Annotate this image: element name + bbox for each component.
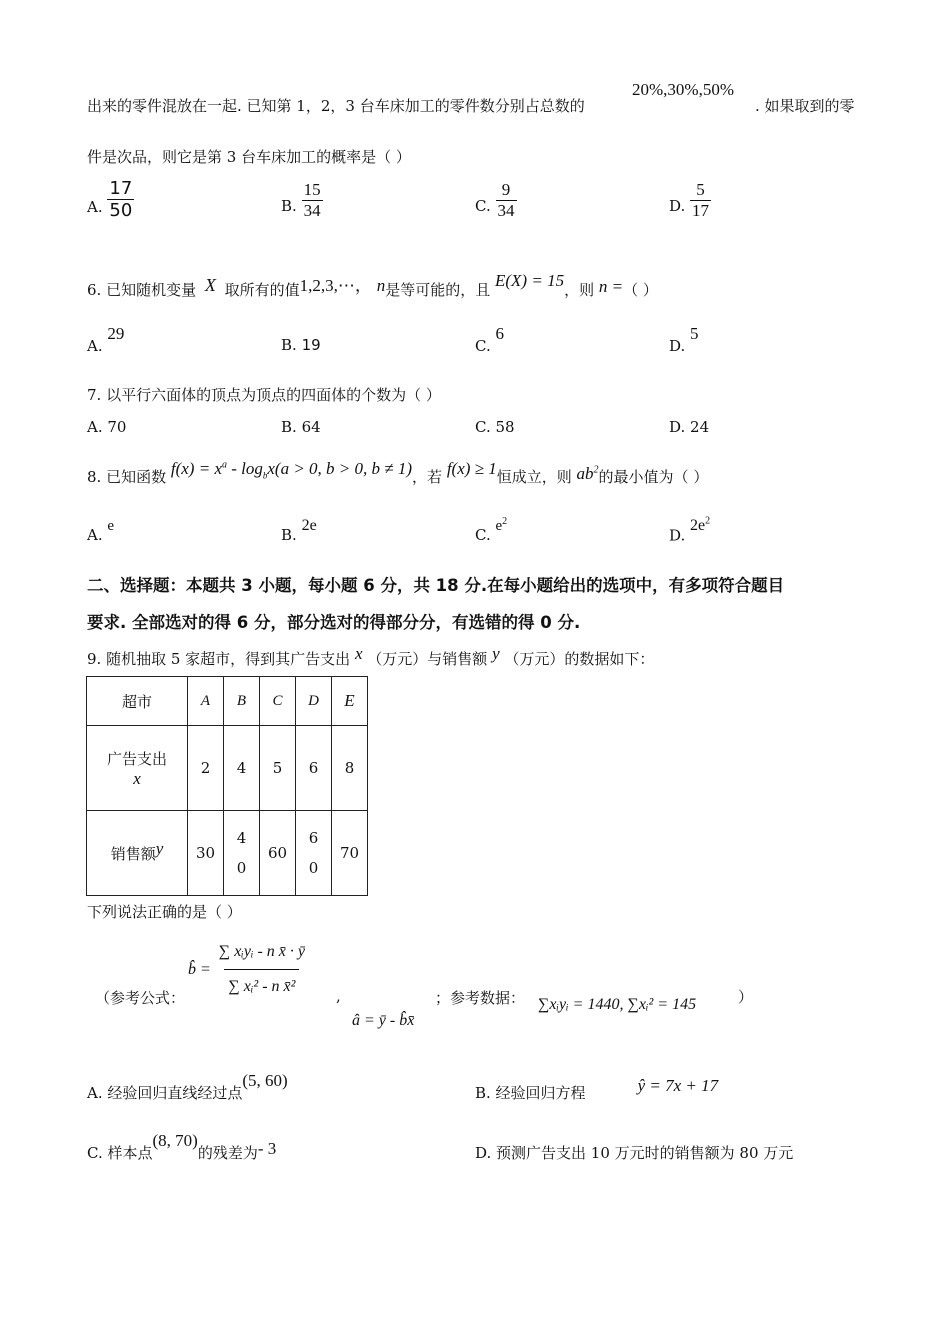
q5-line1-text: 出来的零件混放在一起. 已知第 1，2，3 台车床加工的零件数分别占总数的 bbox=[87, 97, 585, 115]
q8-option-a[interactable] bbox=[87, 518, 115, 545]
option-value bbox=[302, 517, 317, 534]
q9-ref-close: ） bbox=[738, 988, 754, 1006]
sup: 2 bbox=[502, 516, 508, 527]
q9-intro-a: 9. 随机抽取 5 家超市，得到其广告支出 bbox=[87, 650, 351, 668]
q9-intro-b: （万元）与销售额 bbox=[367, 650, 488, 668]
table-cell: 4 bbox=[224, 726, 260, 811]
sup: 2 bbox=[705, 516, 711, 527]
q5-line2: 件是次品，则它是第 3 台车床加工的概率是（ ） bbox=[87, 148, 411, 166]
q6-values: 1,2,3,⋯， bbox=[299, 276, 372, 295]
q5-option-a[interactable] bbox=[87, 178, 134, 221]
func-part: f(x) = x bbox=[170, 459, 222, 478]
table-cell bbox=[87, 726, 188, 811]
option-label: C. bbox=[475, 418, 491, 436]
q8-stem bbox=[87, 459, 709, 488]
table-cell: 30 bbox=[188, 811, 224, 896]
table-cell bbox=[224, 811, 260, 896]
q7-option-c[interactable] bbox=[475, 418, 515, 436]
ab-sup: 2 bbox=[593, 464, 599, 476]
numerator: 5 bbox=[696, 180, 705, 199]
formula-a-hat: â = ȳ - b̂x̄ bbox=[352, 1012, 415, 1029]
q8-option-b[interactable] bbox=[281, 517, 317, 545]
option-value: 70 bbox=[107, 418, 127, 436]
numerator: 17 bbox=[109, 178, 133, 199]
q6-stem bbox=[87, 271, 658, 300]
option-math: (5, 60) bbox=[242, 1071, 288, 1090]
q6-tail: （ ） bbox=[623, 281, 658, 299]
q5-line1-tail: . 如果取到的零 bbox=[755, 97, 855, 115]
q8-option-c[interactable] bbox=[475, 516, 508, 545]
q5-option-b[interactable] bbox=[281, 180, 323, 221]
table-row bbox=[87, 726, 368, 811]
option-value bbox=[107, 518, 114, 534]
cell-line: 4 bbox=[236, 829, 247, 847]
option-label: A. bbox=[87, 197, 103, 216]
value: 2e bbox=[301, 517, 317, 534]
formula-b-fraction bbox=[215, 935, 309, 1004]
q8-mid2: 恒成立，则 bbox=[496, 468, 572, 486]
table-cell: C bbox=[260, 677, 296, 726]
b-hat-label: b̂ = bbox=[188, 960, 211, 978]
q6-var-x: X bbox=[204, 275, 216, 295]
value: 2e bbox=[690, 517, 706, 535]
option-label: B. bbox=[281, 526, 297, 544]
table-cell: 8 bbox=[332, 726, 368, 811]
q9-option-a[interactable] bbox=[87, 1071, 288, 1103]
q8-tail: 的最小值为（ ） bbox=[598, 468, 709, 486]
numerator: 9 bbox=[501, 180, 511, 199]
q6-n: n bbox=[376, 276, 386, 295]
value: e bbox=[107, 518, 115, 534]
denominator: 34 bbox=[497, 201, 515, 220]
denominator: 50 bbox=[109, 200, 133, 221]
option-value: 5 bbox=[690, 324, 699, 343]
option-label: A. bbox=[87, 526, 103, 544]
data-table bbox=[86, 676, 368, 896]
q6-expectation: E(X) = 15 bbox=[495, 271, 565, 290]
comma: , bbox=[336, 987, 341, 1005]
func-sup: a bbox=[221, 459, 227, 471]
option-math: ŷ = 7x + 17 bbox=[637, 1076, 719, 1095]
option-math: (8, 70) bbox=[152, 1131, 198, 1150]
option-value: 6 bbox=[495, 324, 504, 343]
option-label: D. bbox=[669, 337, 686, 355]
q6-prefix: 6. 已知随机变量 bbox=[87, 281, 197, 299]
fraction bbox=[690, 180, 711, 221]
q8-prefix: 8. 已知函数 bbox=[87, 468, 167, 486]
q5-option-d[interactable] bbox=[669, 180, 711, 221]
q5-percentages: 20%,30%,50% bbox=[632, 80, 734, 99]
q9-var-y: y bbox=[492, 644, 500, 663]
q7-option-b[interactable] bbox=[281, 418, 321, 436]
option-tail-math: - 3 bbox=[257, 1139, 277, 1158]
option-label: A. bbox=[87, 337, 103, 355]
q6-mid1: 取所有的值 bbox=[224, 281, 300, 299]
denominator: 34 bbox=[303, 201, 321, 220]
fraction bbox=[107, 178, 134, 221]
q9-ref-data-label: ；参考数据： bbox=[435, 989, 526, 1007]
q9-after-table: 下列说法正确的是（ ） bbox=[87, 903, 242, 921]
section-heading-line1: 二、选择题：本题共 3 小题，每小题 6 分，共 18 分.在每小题给出的选项中，有多项符合题目 bbox=[87, 576, 785, 595]
q9-intro bbox=[87, 644, 655, 669]
table-cell bbox=[87, 811, 188, 896]
denominator: 17 bbox=[692, 201, 710, 220]
q9-intro-c: （万元）的数据如下： bbox=[504, 650, 655, 668]
option-value: 24 bbox=[690, 418, 710, 436]
table-header-row bbox=[87, 677, 368, 726]
option-label: B. bbox=[281, 336, 297, 354]
q9-option-c[interactable] bbox=[87, 1131, 277, 1163]
formula-b-hat bbox=[188, 935, 309, 1004]
table-cell bbox=[296, 811, 332, 896]
table-cell: 超市 bbox=[87, 677, 188, 726]
table-cell: 70 bbox=[332, 811, 368, 896]
q6-option-a[interactable] bbox=[87, 324, 125, 356]
option-label: B. bbox=[281, 418, 297, 436]
option-tail: 的残差为 bbox=[197, 1144, 258, 1162]
q9-ref-data: ∑xᵢyᵢ = 1440, ∑xᵢ² = 145 bbox=[538, 996, 697, 1013]
row-var: y bbox=[155, 838, 164, 858]
option-label: D. 预测广告支出 10 万元时的销售额为 80 万元 bbox=[475, 1144, 794, 1162]
q8-condition: f(x) ≥ 1 bbox=[446, 459, 497, 478]
ab: ab bbox=[576, 464, 594, 483]
option-label: C. 样本点 bbox=[87, 1144, 153, 1162]
q9-option-b[interactable] bbox=[475, 1076, 719, 1103]
table-cell: E bbox=[332, 677, 368, 726]
q9-var-x: x bbox=[354, 644, 363, 663]
cell-line: 0 bbox=[236, 859, 247, 877]
table-row bbox=[87, 811, 368, 896]
q6-ask: n = bbox=[598, 277, 624, 296]
table-cell: 60 bbox=[260, 811, 296, 896]
cell-line: 0 bbox=[308, 859, 319, 877]
q6-mid3: ，则 bbox=[564, 281, 595, 299]
table-cell: 5 bbox=[260, 726, 296, 811]
q6-option-c[interactable] bbox=[475, 324, 504, 356]
option-label: C. bbox=[475, 526, 491, 544]
option-label: C. bbox=[475, 337, 491, 355]
value: e bbox=[495, 518, 503, 534]
table-cell: D bbox=[296, 677, 332, 726]
option-value: 29 bbox=[107, 324, 125, 343]
func-log: - log bbox=[226, 459, 263, 478]
option-label: B. 经验回归方程 bbox=[475, 1084, 586, 1102]
option-label: D. bbox=[669, 418, 686, 436]
q8-function bbox=[170, 459, 413, 481]
option-value bbox=[690, 517, 710, 534]
q6-mid2: 是等可能的，且 bbox=[385, 281, 491, 299]
row-label: 销售额 bbox=[110, 844, 156, 863]
table-cell: A bbox=[188, 677, 224, 726]
option-label: C. bbox=[475, 196, 491, 215]
row-label: 广告支出 bbox=[106, 749, 167, 768]
option-value: 58 bbox=[495, 418, 515, 436]
row-var: x bbox=[133, 768, 141, 788]
option-label: D. bbox=[669, 526, 686, 545]
option-label: A. bbox=[87, 418, 103, 436]
q7-option-a[interactable] bbox=[87, 418, 126, 436]
option-value: 19 bbox=[301, 336, 321, 354]
option-label: B. bbox=[281, 196, 297, 215]
func-tail: x(a > 0, b > 0, b ≠ 1) bbox=[267, 459, 413, 478]
numerator: 15 bbox=[303, 180, 321, 199]
q7-option-d[interactable] bbox=[669, 418, 709, 436]
q5-line1 bbox=[87, 95, 585, 116]
func-sub: b bbox=[262, 470, 268, 481]
option-value: 64 bbox=[301, 418, 321, 436]
option-value bbox=[496, 518, 508, 534]
table-cell: 6 bbox=[296, 726, 332, 811]
q6-option-b[interactable] bbox=[281, 336, 321, 354]
formula-b-denominator: ∑ xᵢ² - n x̄² bbox=[224, 969, 299, 1004]
option-label: A. 经验回归直线经过点 bbox=[87, 1084, 243, 1102]
q7-stem: 7. 以平行六面体的顶点为顶点的四面体的个数为（ ） bbox=[87, 386, 441, 404]
q8-mid1: ，若 bbox=[412, 468, 443, 486]
cell-line: 6 bbox=[308, 829, 319, 847]
q8-option-d[interactable] bbox=[669, 516, 711, 545]
fraction bbox=[302, 180, 323, 221]
q9-ref-prefix: （参考公式： bbox=[95, 989, 186, 1007]
table-cell: B bbox=[224, 677, 260, 726]
q5-option-c[interactable] bbox=[475, 180, 517, 221]
table-cell: 2 bbox=[188, 726, 224, 811]
section-heading-line2: 要求. 全部选对的得 6 分，部分选对的得部分分，有选错的得 0 分. bbox=[87, 613, 581, 632]
fraction bbox=[496, 180, 517, 221]
q6-option-d[interactable] bbox=[669, 324, 699, 356]
q9-option-d[interactable] bbox=[475, 1142, 793, 1163]
formula-b-numerator: ∑ xᵢyᵢ - n x̄ · ȳ bbox=[218, 943, 305, 960]
option-label: D. bbox=[669, 196, 686, 215]
q8-ab2 bbox=[577, 464, 599, 483]
